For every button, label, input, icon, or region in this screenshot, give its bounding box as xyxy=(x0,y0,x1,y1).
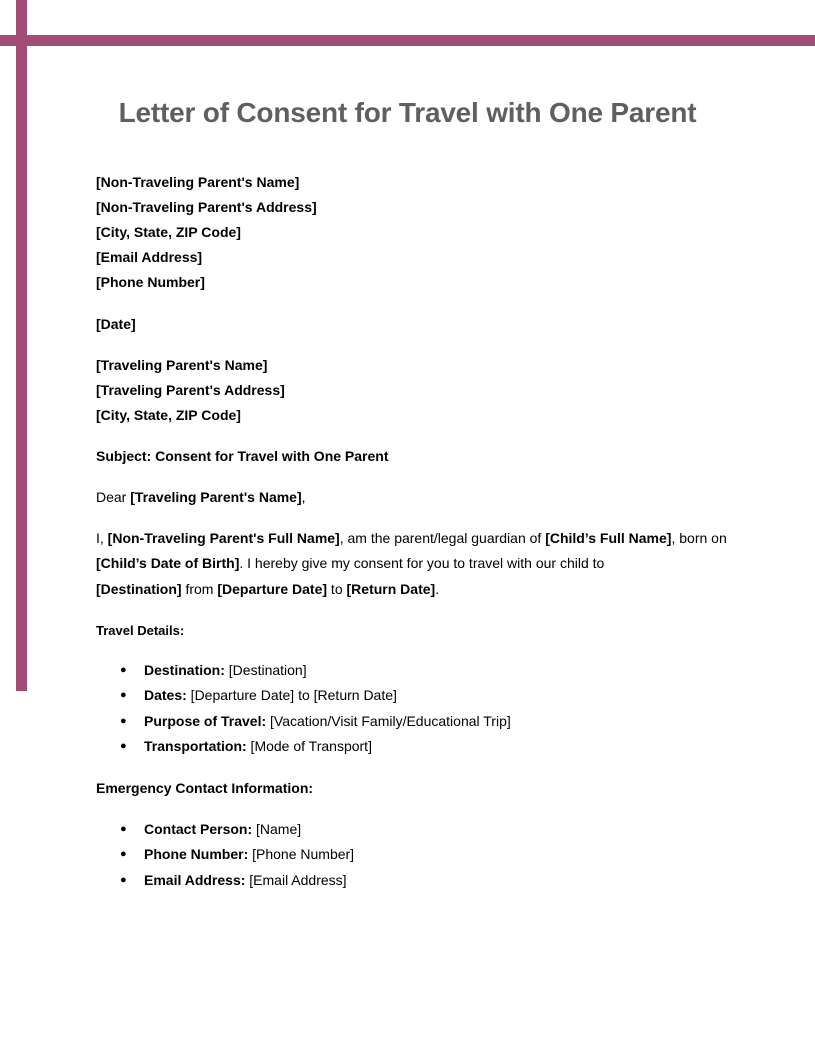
bullet-icon: ● xyxy=(120,714,127,727)
item-label: Purpose of Travel: xyxy=(144,712,267,729)
item-label: Phone Number: xyxy=(144,846,249,863)
recipient-block xyxy=(96,353,736,428)
body-text: from xyxy=(181,580,218,597)
sender-email: [Email Address] xyxy=(96,249,203,265)
item-value: [Name] xyxy=(252,820,302,837)
child-birth-date: [Child’s Date of Birth] xyxy=(96,555,240,572)
item-value: [Departure Date] to [Return Date] xyxy=(186,687,397,704)
item-label: Contact Person: xyxy=(144,820,253,837)
accent-bar-horizontal xyxy=(0,35,815,46)
sender-city: [City, State, ZIP Code] xyxy=(96,224,241,240)
salutation-prefix: Dear xyxy=(96,489,131,505)
sender-phone: [Phone Number] xyxy=(96,274,205,290)
destination: [Destination] xyxy=(96,580,182,597)
sender-block xyxy=(96,170,736,295)
recipient-city: [City, State, ZIP Code] xyxy=(96,407,241,423)
travel-details-heading: Travel Details: xyxy=(96,622,185,638)
sender-address: [Non-Traveling Parent's Address] xyxy=(96,199,317,215)
item-value: [Email Address] xyxy=(245,871,347,888)
item-value: [Mode of Transport] xyxy=(246,738,372,755)
list-item xyxy=(96,683,736,709)
subject-line: Subject: Consent for Travel with One Parent xyxy=(96,448,389,464)
body-text: . xyxy=(435,580,440,597)
parent-full-name: [Non-Traveling Parent's Full Name] xyxy=(107,530,340,546)
list-item xyxy=(96,842,736,868)
list-item xyxy=(96,658,736,684)
list-item xyxy=(96,709,736,735)
item-value: [Vacation/Visit Family/Educational Trip] xyxy=(266,712,511,729)
document-title: Letter of Consent for Travel with One Parent xyxy=(118,97,697,128)
item-label: Email Address: xyxy=(144,871,246,888)
bullet-icon: ● xyxy=(120,873,127,886)
body-text: , born on xyxy=(671,530,727,546)
letter-date: [Date] xyxy=(96,316,136,332)
item-value: [Destination] xyxy=(224,661,307,678)
travel-details-list xyxy=(96,658,736,760)
bullet-icon: ● xyxy=(120,663,127,676)
body-text: to xyxy=(327,580,347,597)
return-date: [Return Date] xyxy=(346,580,436,597)
emergency-list xyxy=(96,817,736,894)
bullet-icon: ● xyxy=(120,689,127,702)
list-item xyxy=(96,817,736,843)
recipient-name: [Traveling Parent's Name] xyxy=(96,357,268,373)
body-text: I, xyxy=(96,530,108,546)
item-label: Transportation: xyxy=(144,738,247,755)
emergency-heading: Emergency Contact Information: xyxy=(96,779,314,796)
consent-paragraph xyxy=(96,526,736,602)
bullet-icon: ● xyxy=(120,848,127,861)
item-label: Destination: xyxy=(144,661,225,678)
salutation xyxy=(96,485,736,510)
item-value: [Phone Number] xyxy=(248,846,355,863)
salutation-name: [Traveling Parent's Name] xyxy=(130,489,302,505)
child-full-name: [Child’s Full Name] xyxy=(545,530,672,546)
list-item xyxy=(96,868,736,894)
bullet-icon: ● xyxy=(120,740,127,753)
salutation-suffix: , xyxy=(301,489,306,505)
recipient-address: [Traveling Parent's Address] xyxy=(96,382,285,398)
letter-body xyxy=(96,170,736,893)
departure-date: [Departure Date] xyxy=(217,580,328,597)
body-text: . I hereby give my consent for you to travel with our child to xyxy=(239,555,605,572)
bullet-icon: ● xyxy=(120,822,127,835)
list-item xyxy=(96,734,736,760)
item-label: Dates: xyxy=(144,687,187,704)
sender-name: [Non-Traveling Parent's Name] xyxy=(96,174,300,190)
body-text: , am the parent/legal guardian of xyxy=(339,530,546,546)
